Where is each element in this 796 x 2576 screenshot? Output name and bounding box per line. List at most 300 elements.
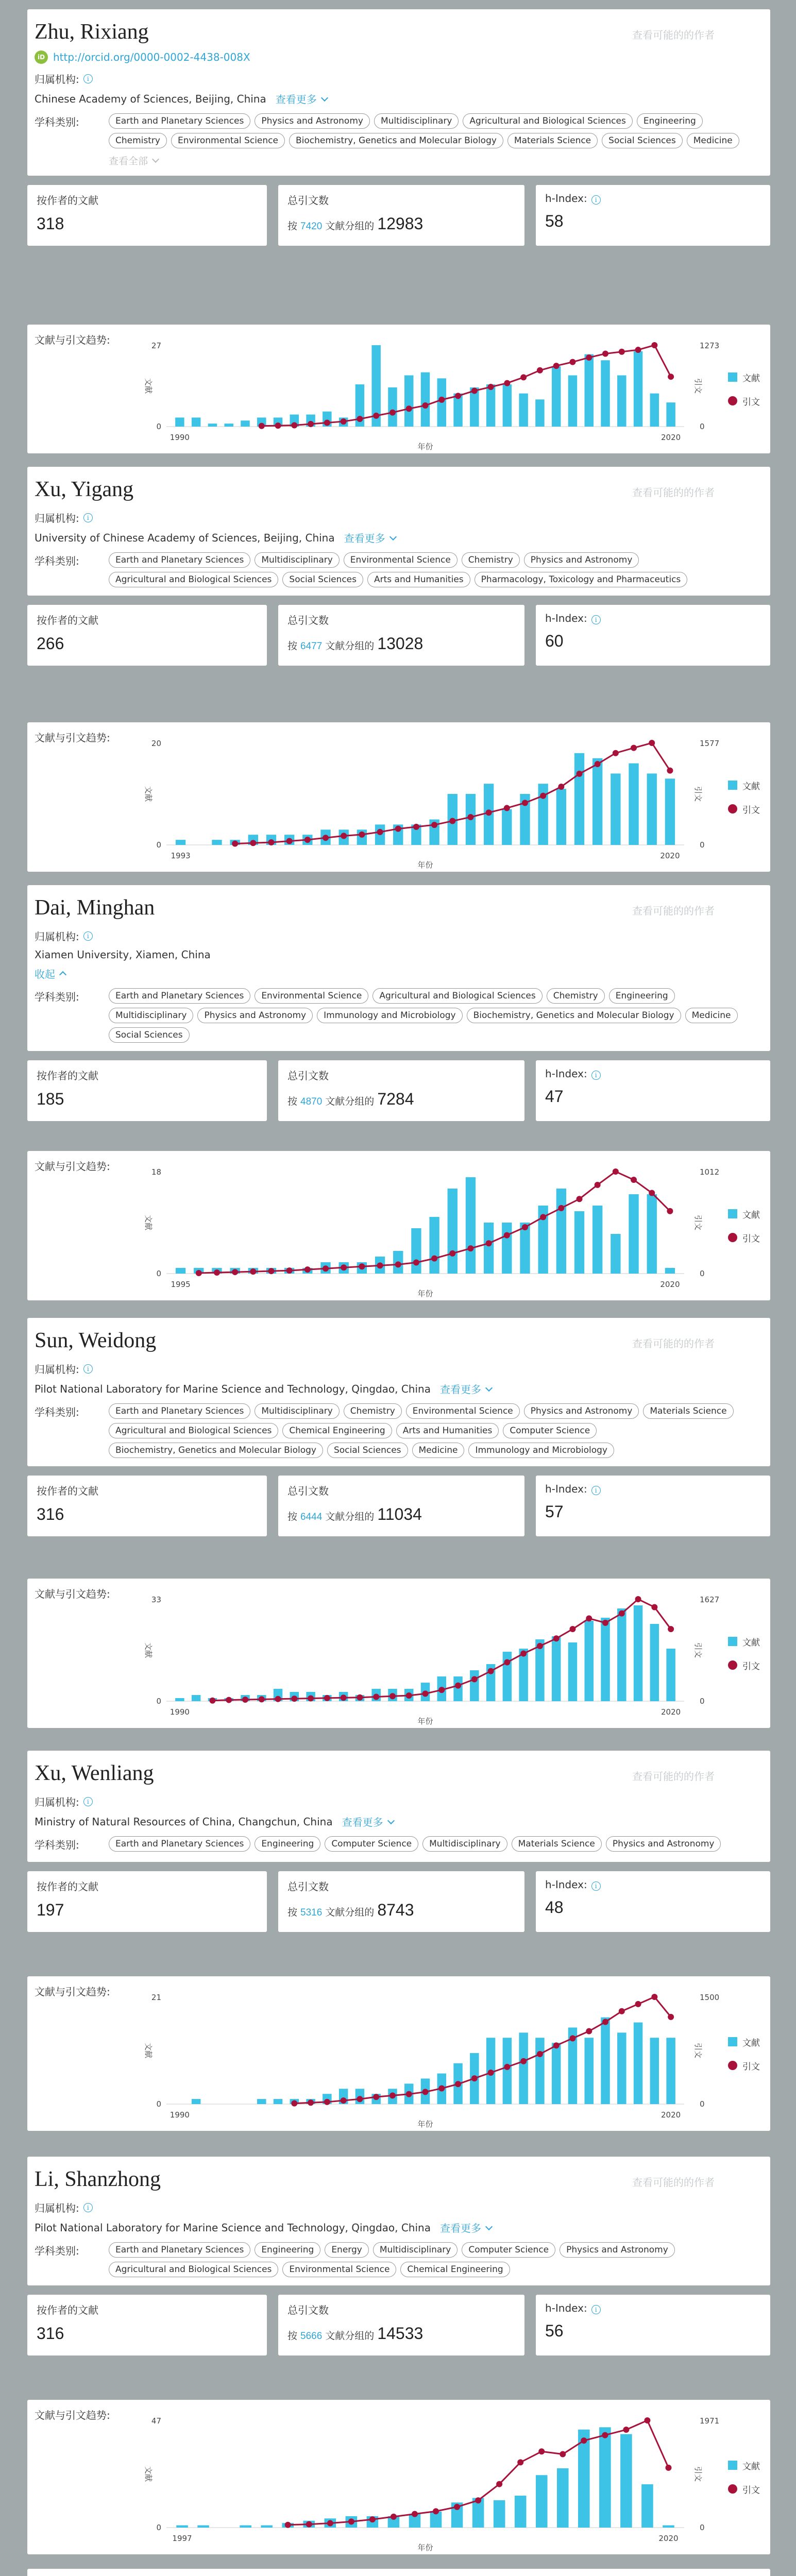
subject-tag[interactable]: Agricultural and Biological Sciences <box>109 1423 278 1438</box>
citation-point[interactable] <box>504 380 510 386</box>
citation-point[interactable] <box>275 422 281 429</box>
doc-bar[interactable] <box>611 1234 620 1274</box>
doc-bar[interactable] <box>601 360 609 427</box>
citation-point[interactable] <box>644 2417 650 2424</box>
citation-point[interactable] <box>651 1994 657 2000</box>
doc-bar[interactable] <box>448 1189 458 1274</box>
citation-point[interactable] <box>369 2516 376 2522</box>
subject-tag[interactable]: Physics and Astronomy <box>606 1836 721 1852</box>
citation-point[interactable] <box>341 418 347 425</box>
subject-tag[interactable]: Physics and Astronomy <box>524 552 639 568</box>
subject-tag[interactable]: Agricultural and Biological Sciences <box>109 2262 278 2277</box>
doc-bar[interactable] <box>666 2038 675 2104</box>
citation-point[interactable] <box>268 1268 274 1274</box>
info-icon[interactable]: i <box>591 1486 601 1495</box>
subject-tag[interactable]: Computer Science <box>503 1423 597 1438</box>
citation-point[interactable] <box>449 818 455 824</box>
subject-tag[interactable]: Physics and Astronomy <box>197 1008 313 1023</box>
doc-bar[interactable] <box>574 753 584 845</box>
doc-bar[interactable] <box>592 758 602 845</box>
citation-point[interactable] <box>595 761 601 767</box>
doc-bar[interactable] <box>192 2099 200 2104</box>
citation-point[interactable] <box>327 2520 333 2527</box>
citation-point[interactable] <box>341 833 347 839</box>
doc-bar[interactable] <box>611 773 620 845</box>
citation-point[interactable] <box>569 2035 575 2041</box>
citation-point[interactable] <box>619 2008 625 2014</box>
doc-bar[interactable] <box>552 366 561 427</box>
doc-bar[interactable] <box>617 1608 626 1701</box>
citations-doc-count[interactable]: 5316 <box>300 1907 323 1918</box>
citation-point[interactable] <box>537 2051 543 2057</box>
subject-tag[interactable]: Multidisciplinary <box>255 1403 339 1419</box>
affiliation-more-link[interactable] <box>342 1814 394 1829</box>
citation-point[interactable] <box>520 374 527 380</box>
citation-point[interactable] <box>467 1245 473 1251</box>
citation-point[interactable] <box>558 784 564 790</box>
citation-point[interactable] <box>389 1693 396 1699</box>
doc-bar[interactable] <box>641 2484 653 2528</box>
subject-tag[interactable]: Medicine <box>412 1443 465 1458</box>
subject-tag[interactable]: Earth and Planetary Sciences <box>109 988 250 1004</box>
citation-point[interactable] <box>486 1240 492 1246</box>
citation-point[interactable] <box>471 2075 478 2081</box>
citation-point[interactable] <box>422 402 429 409</box>
subject-tag[interactable]: Environmental Science <box>255 988 368 1004</box>
subject-tag[interactable]: Energy <box>325 2242 369 2258</box>
citation-point[interactable] <box>595 1182 601 1188</box>
doc-bar[interactable] <box>519 2032 528 2104</box>
doc-bar[interactable] <box>666 1649 675 1701</box>
author-name[interactable]: Xu, Wenliang <box>35 1761 154 1785</box>
info-icon[interactable]: i <box>591 195 601 205</box>
citation-point[interactable] <box>522 1224 528 1230</box>
subject-tag[interactable]: Materials Science <box>643 1403 733 1419</box>
doc-bar[interactable] <box>208 423 217 427</box>
citation-point[interactable] <box>537 1643 543 1649</box>
doc-bar[interactable] <box>629 1194 638 1274</box>
legend-docs[interactable] <box>728 1202 760 1226</box>
citation-point[interactable] <box>537 367 543 374</box>
doc-bar[interactable] <box>552 1636 561 1701</box>
doc-bar[interactable] <box>663 2526 674 2528</box>
citation-point[interactable] <box>488 1668 494 1674</box>
citation-point[interactable] <box>406 1692 412 1699</box>
orcid-link[interactable]: http://orcid.org/0000-0002-4438-008X <box>53 51 250 63</box>
citation-point[interactable] <box>553 2042 560 2048</box>
legend-cites[interactable] <box>728 797 760 821</box>
citation-point[interactable] <box>413 1259 419 1265</box>
view-author-link[interactable]: 查看可能的的作者 <box>632 2176 715 2189</box>
citation-point[interactable] <box>569 1626 575 1632</box>
subject-tag[interactable]: Arts and Humanities <box>367 572 470 587</box>
subject-tag[interactable]: Engineering <box>255 1836 320 1852</box>
doc-bar[interactable] <box>241 420 249 427</box>
affiliation-more-link[interactable] <box>440 1381 492 1396</box>
citation-point[interactable] <box>291 2100 297 2107</box>
citation-point[interactable] <box>412 2511 418 2517</box>
citation-point[interactable] <box>558 1205 564 1211</box>
doc-bar[interactable] <box>568 1642 577 1701</box>
doc-bar[interactable] <box>388 387 397 427</box>
citation-point[interactable] <box>586 354 592 361</box>
citation-point[interactable] <box>373 2094 379 2100</box>
subject-tag[interactable]: Environmental Science <box>282 2262 396 2277</box>
subject-tag[interactable]: Agricultural and Biological Sciences <box>109 572 278 587</box>
citations-doc-count[interactable]: 6477 <box>300 641 323 652</box>
citation-point[interactable] <box>250 840 256 846</box>
citation-point[interactable] <box>631 1177 637 1183</box>
legend-docs[interactable] <box>728 773 760 797</box>
affiliation-collapse-link[interactable] <box>35 966 65 981</box>
doc-bar[interactable] <box>601 1618 609 1701</box>
documents-count[interactable]: 316 <box>37 1505 64 1523</box>
legend-docs[interactable] <box>728 2453 760 2477</box>
legend-cites[interactable] <box>728 389 760 413</box>
doc-bar[interactable] <box>404 376 413 427</box>
citation-point[interactable] <box>631 745 637 751</box>
subject-tag[interactable]: Materials Science <box>512 1836 602 1852</box>
doc-bar[interactable] <box>552 2043 561 2104</box>
doc-bar[interactable] <box>453 1676 462 1701</box>
subject-tag[interactable]: Earth and Planetary Sciences <box>109 2242 250 2258</box>
citation-point[interactable] <box>389 410 396 416</box>
citation-point[interactable] <box>613 1168 619 1175</box>
citation-point[interactable] <box>577 771 583 777</box>
subject-tag[interactable]: Chemistry <box>344 1403 402 1419</box>
affiliation-more-link[interactable] <box>440 2220 492 2235</box>
doc-bar[interactable] <box>650 2038 659 2104</box>
doc-bar[interactable] <box>502 809 512 845</box>
doc-bar[interactable] <box>634 351 642 427</box>
citation-point[interactable] <box>438 2085 445 2091</box>
subject-tag[interactable]: Environmental Science <box>171 133 285 148</box>
subject-tag[interactable]: Multidisciplinary <box>109 1008 193 1023</box>
citation-point[interactable] <box>341 1264 347 1270</box>
doc-bar[interactable] <box>175 1698 184 1701</box>
citation-point[interactable] <box>455 393 461 399</box>
doc-bar[interactable] <box>536 2475 548 2528</box>
doc-bar[interactable] <box>601 2018 609 2104</box>
citation-point[interactable] <box>649 740 655 746</box>
subject-tag[interactable]: Chemistry <box>462 552 520 568</box>
citation-point[interactable] <box>635 2001 641 2007</box>
subject-tag[interactable]: Earth and Planetary Sciences <box>109 113 250 129</box>
citation-point[interactable] <box>602 2019 608 2025</box>
citation-point[interactable] <box>668 1626 674 1632</box>
doc-bar[interactable] <box>666 402 675 427</box>
citation-point[interactable] <box>304 1266 311 1273</box>
doc-bar[interactable] <box>650 1624 659 1701</box>
subject-tag[interactable]: Earth and Planetary Sciences <box>109 1836 250 1852</box>
citation-point[interactable] <box>304 837 311 843</box>
citations-count[interactable]: 8743 <box>377 1901 414 1919</box>
citation-point[interactable] <box>668 374 674 380</box>
info-icon[interactable]: i <box>83 74 93 83</box>
view-author-link[interactable]: 查看可能的的作者 <box>632 1337 715 1350</box>
subject-tag[interactable]: Medicine <box>687 133 739 148</box>
doc-bar[interactable] <box>466 1177 476 1274</box>
citations-count[interactable]: 13028 <box>377 634 424 653</box>
doc-bar[interactable] <box>634 2023 642 2104</box>
documents-count[interactable]: 316 <box>37 2324 64 2343</box>
subject-tag[interactable]: Social Sciences <box>327 1443 408 1458</box>
citation-point[interactable] <box>455 1683 461 1689</box>
doc-bar[interactable] <box>578 2430 590 2528</box>
subject-tag[interactable]: Multidisciplinary <box>255 552 339 568</box>
citation-point[interactable] <box>395 826 401 832</box>
doc-bar[interactable] <box>574 1211 584 1274</box>
citation-point[interactable] <box>504 805 510 811</box>
doc-bar[interactable] <box>192 417 200 427</box>
doc-bar[interactable] <box>617 376 626 427</box>
citation-point[interactable] <box>348 2518 354 2524</box>
subject-tag[interactable]: Earth and Planetary Sciences <box>109 1403 250 1419</box>
legend-cites[interactable] <box>728 1226 760 1249</box>
doc-bar[interactable] <box>429 1217 439 1274</box>
documents-count[interactable]: 266 <box>37 634 64 653</box>
citation-point[interactable] <box>581 2437 587 2444</box>
citation-point[interactable] <box>406 2091 412 2097</box>
subject-tag[interactable]: Multidisciplinary <box>374 113 459 129</box>
citation-point[interactable] <box>504 1659 510 1666</box>
citation-point[interactable] <box>341 2097 347 2104</box>
info-icon[interactable]: i <box>591 2305 601 2314</box>
author-name[interactable]: Dai, Minghan <box>35 896 155 920</box>
citation-point[interactable] <box>259 1696 265 1702</box>
citation-point[interactable] <box>455 2081 461 2087</box>
citation-point[interactable] <box>619 1611 625 1617</box>
view-author-link[interactable]: 查看可能的的作者 <box>632 486 715 499</box>
citation-point[interactable] <box>488 384 494 390</box>
citation-point[interactable] <box>577 1196 583 1202</box>
citation-point[interactable] <box>422 2089 429 2095</box>
citation-point[interactable] <box>496 2481 502 2487</box>
citation-point[interactable] <box>504 2064 510 2070</box>
citation-point[interactable] <box>602 1620 608 1626</box>
citation-point[interactable] <box>569 359 575 365</box>
author-name[interactable]: Sun, Weidong <box>35 1329 157 1352</box>
citation-point[interactable] <box>586 2028 592 2035</box>
legend-docs[interactable] <box>728 365 760 389</box>
citation-point[interactable] <box>517 2459 523 2465</box>
citation-point[interactable] <box>471 1676 478 1682</box>
citation-point[interactable] <box>286 1267 293 1274</box>
citation-point[interactable] <box>359 832 365 838</box>
citation-point[interactable] <box>373 1693 379 1700</box>
citation-point[interactable] <box>373 413 379 419</box>
citation-point[interactable] <box>602 351 608 357</box>
citation-point[interactable] <box>602 2432 608 2438</box>
doc-bar[interactable] <box>647 1194 657 1274</box>
citation-point[interactable] <box>560 2451 566 2458</box>
citations-count[interactable]: 12983 <box>377 214 424 233</box>
citation-point[interactable] <box>522 800 528 806</box>
subject-tag[interactable]: Engineering <box>255 2242 320 2258</box>
citation-point[interactable] <box>377 829 383 835</box>
subject-tag[interactable]: Immunology and Microbiology <box>317 1008 463 1023</box>
citation-point[interactable] <box>359 1263 365 1269</box>
citation-point[interactable] <box>619 349 625 355</box>
citation-point[interactable] <box>438 1687 445 1693</box>
info-icon[interactable]: i <box>83 513 93 522</box>
citation-point[interactable] <box>406 405 412 412</box>
doc-bar[interactable] <box>257 2099 266 2104</box>
doc-bar[interactable] <box>592 1206 602 1274</box>
author-name[interactable]: Zhu, Rixiang <box>35 20 149 44</box>
subject-tag[interactable]: Computer Science <box>325 1836 418 1852</box>
citation-point[interactable] <box>540 793 546 799</box>
doc-bar[interactable] <box>617 2032 626 2104</box>
author-name[interactable]: Xu, Yigang <box>35 478 134 501</box>
citations-doc-count[interactable]: 5666 <box>300 2331 323 2342</box>
citation-point[interactable] <box>504 1232 510 1239</box>
info-icon[interactable]: i <box>591 1882 601 1891</box>
info-icon[interactable]: i <box>591 1071 601 1080</box>
doc-bar[interactable] <box>647 773 657 845</box>
citations-count[interactable]: 14533 <box>377 2324 424 2343</box>
citation-point[interactable] <box>475 2497 481 2503</box>
doc-bar[interactable] <box>503 1652 512 1701</box>
info-icon[interactable]: i <box>83 931 93 941</box>
doc-bar[interactable] <box>176 1268 185 1274</box>
doc-bar[interactable] <box>411 1228 421 1274</box>
view-author-link[interactable]: 查看可能的的作者 <box>632 905 715 917</box>
subject-tag[interactable]: Multidisciplinary <box>422 1836 507 1852</box>
citation-point[interactable] <box>232 840 238 846</box>
citation-point[interactable] <box>324 420 330 426</box>
citation-point[interactable] <box>275 1696 281 1702</box>
subject-tag[interactable]: Agricultural and Biological Sciences <box>372 988 542 1004</box>
subject-tag[interactable]: Chemistry <box>109 133 167 148</box>
doc-bar[interactable] <box>557 2468 569 2528</box>
subject-tag[interactable]: Engineering <box>609 988 675 1004</box>
subject-tag[interactable]: Physics and Astronomy <box>255 113 370 129</box>
citation-point[interactable] <box>553 363 560 369</box>
doc-bar[interactable] <box>274 2099 282 2104</box>
citation-point[interactable] <box>357 2096 363 2102</box>
doc-bar[interactable] <box>665 1268 675 1274</box>
citation-point[interactable] <box>306 2521 312 2528</box>
doc-bar[interactable] <box>620 2434 632 2528</box>
doc-bar[interactable] <box>629 764 638 845</box>
doc-bar[interactable] <box>535 399 544 427</box>
doc-bar[interactable] <box>585 354 594 427</box>
doc-bar[interactable] <box>212 840 222 845</box>
citations-count[interactable]: 11034 <box>377 1505 422 1523</box>
subject-tag[interactable]: Immunology and Microbiology <box>468 1443 614 1458</box>
hindex-value[interactable]: 47 <box>545 1087 564 1106</box>
legend-docs[interactable] <box>728 1630 760 1653</box>
citation-point[interactable] <box>431 1256 437 1262</box>
citation-point[interactable] <box>214 1269 220 1276</box>
doc-bar[interactable] <box>519 394 528 427</box>
doc-bar[interactable] <box>650 394 659 427</box>
hindex-value[interactable]: 58 <box>545 212 564 230</box>
show-all-subjects-link[interactable] <box>109 154 763 167</box>
citation-point[interactable] <box>259 423 265 429</box>
citation-point[interactable] <box>668 2014 674 2020</box>
legend-cites[interactable] <box>728 1653 760 1677</box>
citation-point[interactable] <box>250 1268 256 1275</box>
citation-point[interactable] <box>308 1696 314 1702</box>
hindex-value[interactable]: 56 <box>545 2321 564 2340</box>
citation-point[interactable] <box>635 347 641 353</box>
citation-point[interactable] <box>422 1690 429 1697</box>
subject-tag[interactable]: Chemical Engineering <box>282 1423 392 1438</box>
citation-point[interactable] <box>586 1615 592 1621</box>
doc-bar[interactable] <box>192 1695 200 1701</box>
subject-tag[interactable]: Biochemistry, Genetics and Molecular Biology <box>467 1008 681 1023</box>
subject-tag[interactable]: Environmental Science <box>344 552 458 568</box>
subject-tag[interactable]: Medicine <box>685 1008 738 1023</box>
citation-point[interactable] <box>413 824 419 830</box>
subject-tag[interactable]: Biochemistry, Genetics and Molecular Biology <box>289 133 503 148</box>
doc-bar[interactable] <box>197 2526 209 2528</box>
view-author-link[interactable]: 查看可能的的作者 <box>632 1770 715 1783</box>
citation-point[interactable] <box>438 397 445 403</box>
doc-bar[interactable] <box>634 1605 642 1701</box>
citation-point[interactable] <box>286 838 293 844</box>
citation-point[interactable] <box>540 1214 546 1220</box>
doc-bar[interactable] <box>556 1189 566 1274</box>
citation-point[interactable] <box>667 768 673 774</box>
citation-point[interactable] <box>613 750 619 756</box>
citation-point[interactable] <box>291 422 297 429</box>
legend-docs[interactable] <box>728 2030 760 2054</box>
info-icon[interactable]: i <box>83 1364 93 1374</box>
citation-point[interactable] <box>651 342 657 348</box>
subject-tag[interactable]: Materials Science <box>507 133 598 148</box>
citation-point[interactable] <box>488 2070 494 2076</box>
doc-bar[interactable] <box>665 778 675 845</box>
doc-bar[interactable] <box>240 2526 251 2528</box>
citation-point[interactable] <box>232 1269 238 1275</box>
citation-point[interactable] <box>431 822 437 828</box>
citation-point[interactable] <box>520 1651 527 1657</box>
doc-bar[interactable] <box>585 1621 594 1701</box>
info-icon[interactable]: i <box>591 615 601 624</box>
doc-bar[interactable] <box>503 384 512 427</box>
subject-tag[interactable]: Multidisciplinary <box>373 2242 458 2258</box>
citation-point[interactable] <box>665 2465 671 2471</box>
hindex-value[interactable]: 48 <box>545 1898 564 1917</box>
doc-bar[interactable] <box>176 840 185 845</box>
doc-bar[interactable] <box>470 1670 479 1701</box>
subject-tag[interactable]: Social Sciences <box>602 133 683 148</box>
citation-point[interactable] <box>324 2099 330 2105</box>
doc-bar[interactable] <box>535 2038 544 2104</box>
citation-point[interactable] <box>454 2504 460 2510</box>
citation-point[interactable] <box>553 1635 560 1641</box>
citation-point[interactable] <box>635 1596 641 1602</box>
doc-bar[interactable] <box>585 2038 594 2104</box>
info-icon[interactable]: i <box>83 1797 93 1806</box>
doc-bar[interactable] <box>556 789 566 845</box>
subject-tag[interactable]: Arts and Humanities <box>396 1423 499 1438</box>
subject-tag[interactable]: Social Sciences <box>282 572 363 587</box>
citation-point[interactable] <box>538 2448 545 2454</box>
subject-tag[interactable]: Engineering <box>637 113 703 129</box>
subject-tag[interactable]: Chemical Engineering <box>400 2262 510 2277</box>
legend-cites[interactable] <box>728 2477 760 2501</box>
citation-point[interactable] <box>395 1261 401 1267</box>
citation-point[interactable] <box>391 2514 397 2520</box>
citations-doc-count[interactable]: 7420 <box>300 221 323 232</box>
view-author-link[interactable]: 查看可能的的作者 <box>632 29 715 41</box>
info-icon[interactable]: i <box>83 2203 93 2212</box>
doc-bar[interactable] <box>503 2038 512 2104</box>
